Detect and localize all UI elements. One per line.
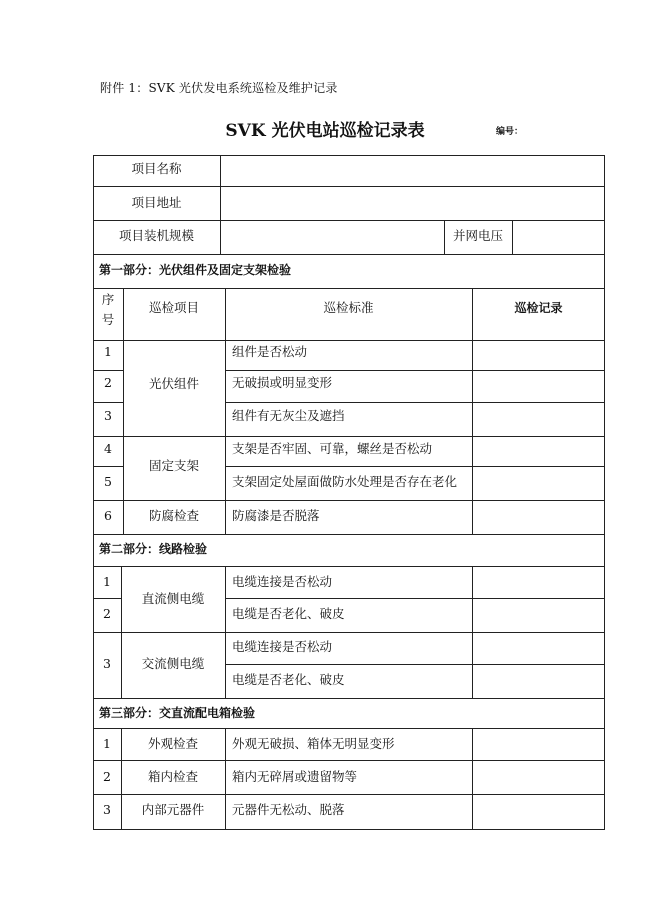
table-rule bbox=[93, 794, 605, 795]
standard-text: 电缆是否老化、破皮 bbox=[232, 672, 345, 687]
item-exterior-check: 外观检查 bbox=[147, 736, 198, 751]
row-number: 5 bbox=[104, 474, 112, 489]
doc-number-label: 编号： bbox=[496, 127, 524, 137]
project-name-label: 项目名称 bbox=[131, 161, 182, 176]
table-rule bbox=[123, 288, 124, 534]
table-rule bbox=[225, 664, 605, 665]
table-rule bbox=[93, 220, 605, 221]
table-rule bbox=[225, 728, 226, 830]
table-rule bbox=[93, 598, 121, 599]
table-rule bbox=[225, 466, 605, 467]
table-rule bbox=[472, 288, 473, 534]
table-rule bbox=[93, 370, 123, 371]
row-number: 3 bbox=[103, 802, 111, 817]
standard-text: 支架是否牢固、可靠，螺丝是否松动 bbox=[232, 441, 433, 456]
row-number: 2 bbox=[103, 606, 111, 621]
table-rule bbox=[93, 534, 605, 535]
standard-text: 电缆连接是否松动 bbox=[232, 574, 333, 589]
row-number: 2 bbox=[103, 769, 111, 784]
row-number: 6 bbox=[104, 508, 112, 523]
col-header-item: 巡检项目 bbox=[148, 300, 199, 315]
standard-text: 支架固定处屋面做防水处理是否存在老化 bbox=[232, 474, 458, 489]
attachment-line: 附件 1：SVK 光伏发电系统巡检及维护记录 bbox=[100, 81, 338, 95]
table-rule bbox=[93, 566, 605, 567]
col-header-seq: 序 号 bbox=[101, 292, 115, 327]
page-title: SVK 光伏电站巡检记录表 bbox=[225, 121, 425, 141]
table-rule bbox=[93, 254, 605, 255]
standard-text: 电缆连接是否松动 bbox=[232, 639, 333, 654]
row-number: 2 bbox=[104, 375, 112, 390]
table-rule bbox=[93, 698, 605, 699]
row-number: 3 bbox=[103, 656, 111, 671]
project-capacity-label: 项目装机规模 bbox=[118, 228, 194, 243]
table-rule bbox=[93, 436, 605, 437]
row-number: 3 bbox=[104, 408, 112, 423]
row-number: 1 bbox=[104, 344, 112, 359]
table-rule bbox=[225, 566, 226, 698]
table-rule bbox=[225, 402, 605, 403]
part2-title: 第二部分：线路检验 bbox=[99, 542, 208, 556]
grid-voltage-label: 并网电压 bbox=[452, 228, 503, 243]
standard-text: 组件有无灰尘及遮挡 bbox=[232, 408, 345, 423]
standard-text: 外观无破损、箱体无明显变形 bbox=[232, 736, 395, 751]
table-rule bbox=[93, 632, 605, 633]
project-address-label: 项目地址 bbox=[131, 195, 182, 210]
row-number: 4 bbox=[104, 441, 112, 456]
table-rule bbox=[93, 728, 605, 729]
standard-text: 元器件无松动、脱落 bbox=[232, 802, 345, 817]
table-rule bbox=[93, 340, 605, 341]
table-rule bbox=[225, 370, 605, 371]
table-rule bbox=[472, 566, 473, 698]
standard-text: 防腐漆是否脱落 bbox=[232, 508, 320, 523]
col-header-standard: 巡检标准 bbox=[323, 300, 374, 315]
row-number: 1 bbox=[103, 574, 111, 589]
table-rule bbox=[472, 728, 473, 830]
col-header-record: 巡检记录 bbox=[514, 301, 563, 315]
table-rule bbox=[93, 466, 123, 467]
table-rule bbox=[225, 288, 226, 534]
group-fixed-bracket: 固定支架 bbox=[148, 458, 199, 473]
item-interior-check: 箱内检查 bbox=[147, 769, 198, 784]
table-rule bbox=[225, 598, 605, 599]
table-rule bbox=[93, 186, 605, 187]
standard-text: 箱内无碎屑或遗留物等 bbox=[232, 769, 358, 784]
table-rule bbox=[220, 155, 221, 254]
table-rule bbox=[93, 500, 605, 501]
table-rule bbox=[93, 402, 123, 403]
part1-title: 第一部分：光伏组件及固定支架检验 bbox=[99, 263, 292, 277]
item-components: 内部元器件 bbox=[141, 802, 205, 817]
part3-title: 第三部分：交直流配电箱检验 bbox=[99, 706, 256, 720]
table-rule bbox=[512, 220, 513, 254]
standard-text: 电缆是否老化、破皮 bbox=[232, 606, 345, 621]
standard-text: 无破损或明显变形 bbox=[232, 375, 333, 390]
table-rule bbox=[93, 288, 605, 289]
table-rule bbox=[93, 760, 605, 761]
group-dc-cable: 直流侧电缆 bbox=[141, 591, 205, 606]
row-number: 1 bbox=[103, 736, 111, 751]
group-anticorrosion: 防腐检查 bbox=[148, 508, 199, 523]
group-ac-cable: 交流侧电缆 bbox=[141, 656, 205, 671]
standard-text: 组件是否松动 bbox=[232, 344, 308, 359]
table-rule bbox=[121, 566, 122, 698]
group-pv-modules: 光伏组件 bbox=[148, 376, 199, 391]
